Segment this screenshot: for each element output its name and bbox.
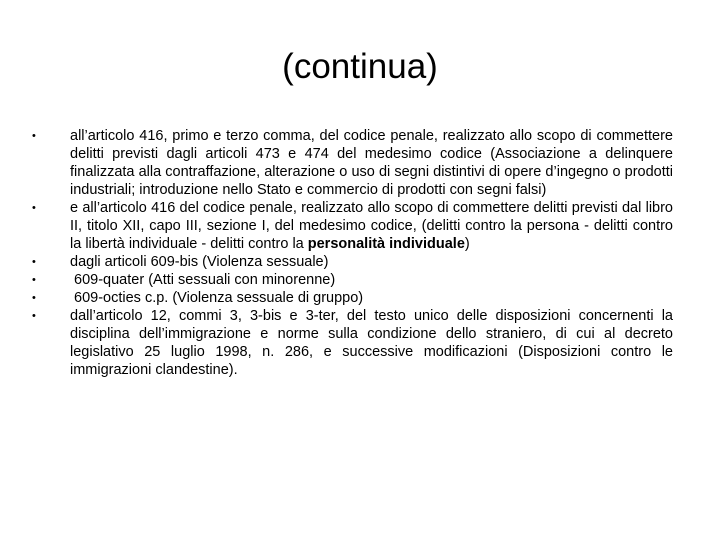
list-item xyxy=(32,253,673,271)
list-item-text: dall’articolo 12, commi 3, 3-bis e 3-ter, del testo unico delle disposizioni concernenti la disciplina dell’immigrazione e norme sulla condizione dello straniero, di cui al decreto legislativo 25 luglio 1998, n. 286, e successive modificazioni (Disposizioni contro le immigrazioni clandestine). xyxy=(70,308,673,378)
list-item-text: dagli articoli 609-bis (Violenza sessuale) xyxy=(70,254,329,270)
bullet-icon: • xyxy=(32,256,36,268)
bullet-icon: • xyxy=(32,130,36,142)
slide-title: (continua) xyxy=(282,47,438,86)
list-item-text xyxy=(70,199,673,253)
list-item xyxy=(32,199,673,253)
list-item xyxy=(32,307,673,379)
list-item-text: all’articolo 416, primo e terzo comma, del codice penale, realizzato allo scopo di commettere delitti previsti dagli articoli 473 e 474 del medesimo codice (Associazione a delinquere finalizzata alla contraffazione, alterazione o uso di segni distintivi di opere d’ingegno o prodotti industriali; introduzione nello Stato e commercio di prodotti con segni falsi) xyxy=(70,128,673,198)
list-item xyxy=(32,289,673,307)
list-item-text-part: ) xyxy=(464,236,470,252)
list-item xyxy=(32,127,673,199)
bullet-icon: • xyxy=(32,310,36,322)
list-item xyxy=(32,271,673,289)
bullet-icon: • xyxy=(32,274,36,286)
bullet-icon: • xyxy=(32,202,36,214)
bullet-icon: • xyxy=(32,292,36,304)
list-item-text-part: e all’articolo 416 del codice penale, realizzato allo scopo di commettere delitti previsti dal libro II, titolo XII, capo III, sezione I, del medesimo codice, (delitti contro la persona - delitti contro la libertà individuale - delitti contro la xyxy=(70,200,673,252)
bullet-list xyxy=(32,127,673,379)
list-item-bold-text: personalità individuale xyxy=(307,236,465,252)
list-item-text: 609-octies c.p. (Violenza sessuale di gruppo) xyxy=(70,290,364,306)
list-item-text: 609-quater (Atti sessuali con minorenne) xyxy=(70,272,336,288)
